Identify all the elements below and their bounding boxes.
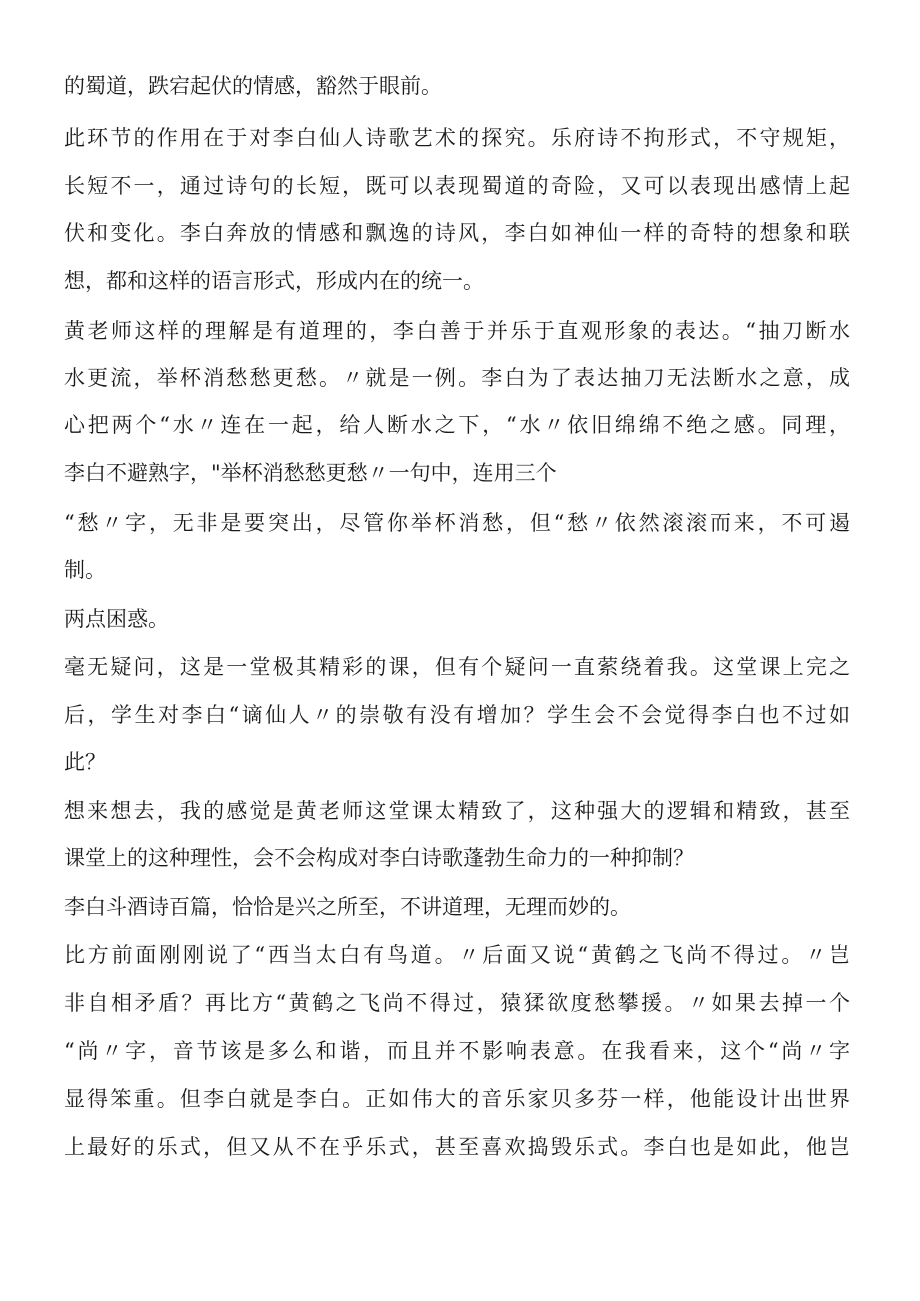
text-line: 想来想去，我的感觉是黄老师这堂课太精致了，这种强大的逻辑和精致，甚至	[64, 799, 850, 823]
text-line: 李白不避熟字，"举杯消愁愁更愁〃一句中，连用三个	[64, 461, 557, 485]
text-line: 制。	[64, 558, 106, 582]
text-line: 此环节的作用在于对李白仙人诗歌艺术的探究。乐府诗不拘形式，不守规矩，	[64, 126, 850, 150]
text-line: 黄老师这样的理解是有道理的，李白善于并乐于直观形象的表达。“抽刀断水	[64, 319, 850, 343]
text-line: “尚〃字，音节该是多么和谐，而且并不影响表意。在我看来，这个“尚〃字	[64, 1039, 850, 1063]
text-line: 伏和变化。李白奔放的情感和飘逸的诗风，李白如神仙一样的奇特的想象和联	[64, 221, 850, 245]
text-line: 长短不一，通过诗句的长短，既可以表现蜀道的奇险，又可以表现出感情上起	[64, 174, 850, 198]
text-line: 后，学生对李白“谪仙人〃的崇敬有没有增加？学生会不会觉得李白也不过如	[64, 703, 850, 727]
text-line: 的蜀道，跌宕起伏的情感，豁然于眼前。	[64, 74, 442, 98]
text-line: “愁〃字，无非是要突出，尽管你举杯消愁，但“愁〃依然滚滚而来，不可遏	[64, 511, 850, 535]
text-line: 两点困惑。	[64, 607, 169, 631]
text-line: 非自相矛盾？再比方“黄鹤之飞尚不得过，猿猱欲度愁攀援。〃如果去掉一个	[64, 991, 850, 1015]
text-line: 毫无疑问，这是一堂极其精彩的课，但有个疑问一直萦绕着我。这堂课上完之	[64, 655, 850, 679]
text-line: 想，都和这样的语言形式，形成内在的统一。	[64, 269, 484, 293]
text-line: 比方前面刚刚说了“西当太白有鸟道。〃后面又说“黄鹤之飞尚不得过。〃岂	[64, 943, 850, 967]
text-line: 课堂上的这种理性，会不会构成对李白诗歌蓬勃生命力的一种抑制？	[64, 846, 694, 870]
text-line: 显得笨重。但李白就是李白。正如伟大的音乐家贝多芬一样，他能设计出世界	[64, 1087, 850, 1111]
text-line: 此？	[64, 750, 106, 774]
text-line: 水更流，举杯消愁愁更愁。〃就是一例。李白为了表达抽刀无法断水之意，成	[64, 366, 850, 390]
text-line: 心把两个“水〃连在一起，给人断水之下，“水〃依旧绵绵不绝之感。同理，	[64, 413, 850, 437]
text-line: 上最好的乐式，但又从不在乎乐式，甚至喜欢捣毁乐式。李白也是如此，他岂	[64, 1135, 850, 1159]
text-line: 李白斗酒诗百篇，恰恰是兴之所至，不讲道理，无理而妙的。	[64, 895, 631, 919]
